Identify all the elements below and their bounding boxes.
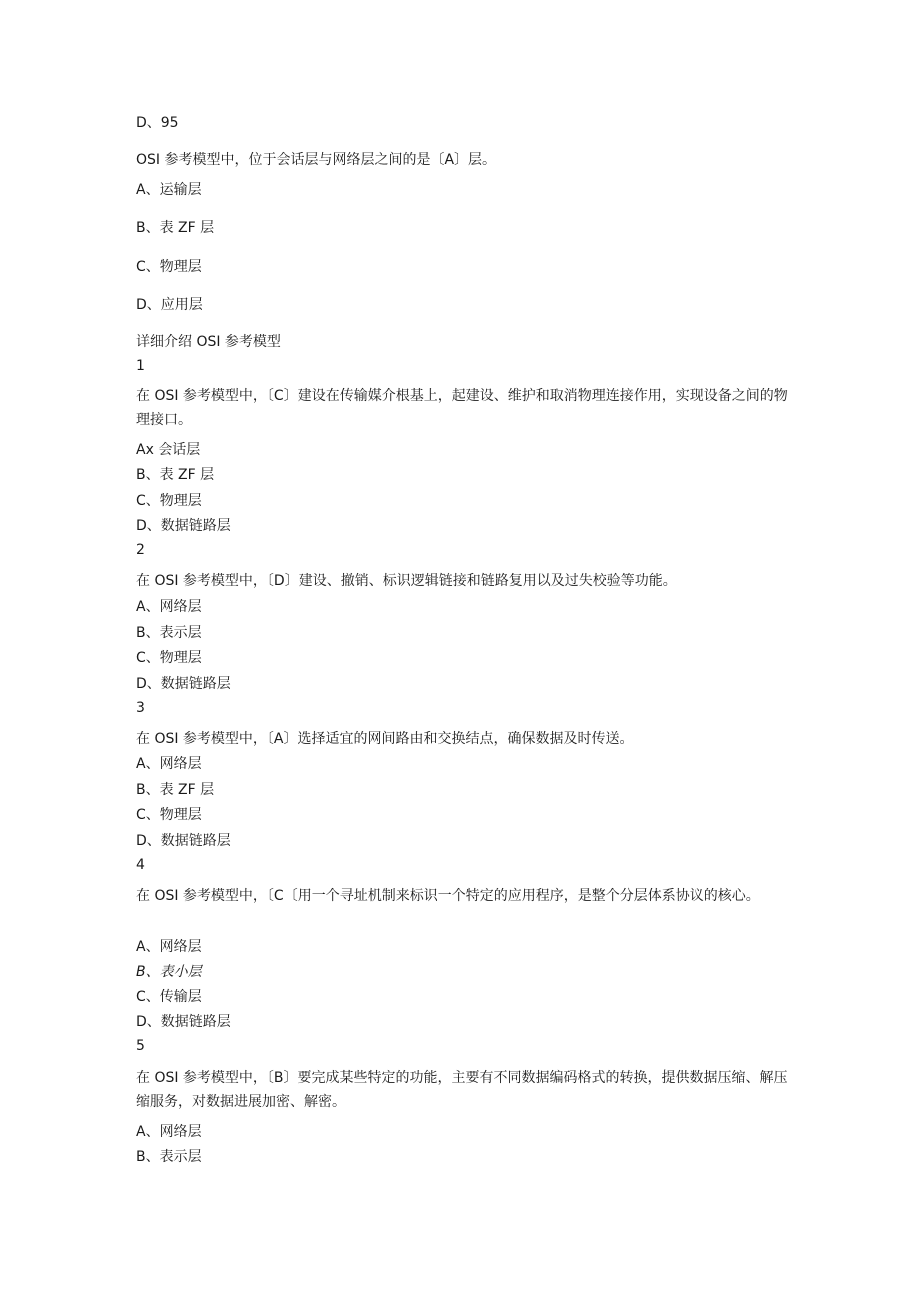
option-line: D、95 <box>136 115 179 131</box>
option-line: C、传输层 <box>136 989 202 1005</box>
option-line: C、物理层 <box>136 650 202 666</box>
option-line: B、表小层 <box>136 964 202 980</box>
option-line: B、表 ZF 层 <box>136 782 215 798</box>
section-heading: 详细介绍 OSI 参考模型 <box>136 334 281 350</box>
option-line: Ax 会话层 <box>136 442 201 458</box>
option-line: B、表 ZF 层 <box>136 220 215 236</box>
option-line: A、网络层 <box>136 756 202 772</box>
option-line: C、物理层 <box>136 259 202 275</box>
option-line: A、网络层 <box>136 939 202 955</box>
option-line: D、数据链路层 <box>136 833 231 849</box>
option-line: C、物理层 <box>136 493 202 509</box>
option-line: A、网络层 <box>136 599 202 615</box>
question-text: 在 OSI 参考模型中，〔D〕建设、撤销、标识逻辑链接和链路复用以及过失校验等功能。 <box>136 573 677 589</box>
option-line: B、表 ZF 层 <box>136 467 215 483</box>
option-line: B、表示层 <box>136 1149 202 1165</box>
question-number: 2 <box>136 542 145 558</box>
question-number: 3 <box>136 700 145 716</box>
question-text: OSI 参考模型中，位于会话层与网络层之间的是〔A〕层。 <box>136 152 497 168</box>
question-text: 在 OSI 参考模型中，〔C〔用一个寻址机制来标识一个特定的应用程序，是整个分层体系协议的核心。 <box>136 888 760 904</box>
question-text: 在 OSI 参考模型中，〔A〕选择适宜的网间路由和交换结点，确保数据及时传送。 <box>136 731 634 747</box>
question-number: 1 <box>136 358 145 374</box>
question-number: 4 <box>136 857 145 873</box>
option-line: D、应用层 <box>136 297 203 313</box>
question-number: 5 <box>136 1038 145 1054</box>
question-text: 在 OSI 参考模型中，〔C〕建设在传输媒介根基上，起建设、维护和取消物理连接作用，实现设备之间的物理接口。 <box>136 388 788 428</box>
question-text: 在 OSI 参考模型中，〔B〕要完成某些特定的功能，主要有不同数据编码格式的转换，提供数据压缩、解压缩服务，对数据进展加密、解密。 <box>136 1070 788 1110</box>
option-line: D、数据链路层 <box>136 676 231 692</box>
option-line: D、数据链路层 <box>136 1014 231 1030</box>
option-line: C、物理层 <box>136 807 202 823</box>
option-line: B、表示层 <box>136 625 202 641</box>
option-line: A、运输层 <box>136 182 202 198</box>
option-line: A、网络层 <box>136 1124 202 1140</box>
option-line: D、数据链路层 <box>136 518 231 534</box>
